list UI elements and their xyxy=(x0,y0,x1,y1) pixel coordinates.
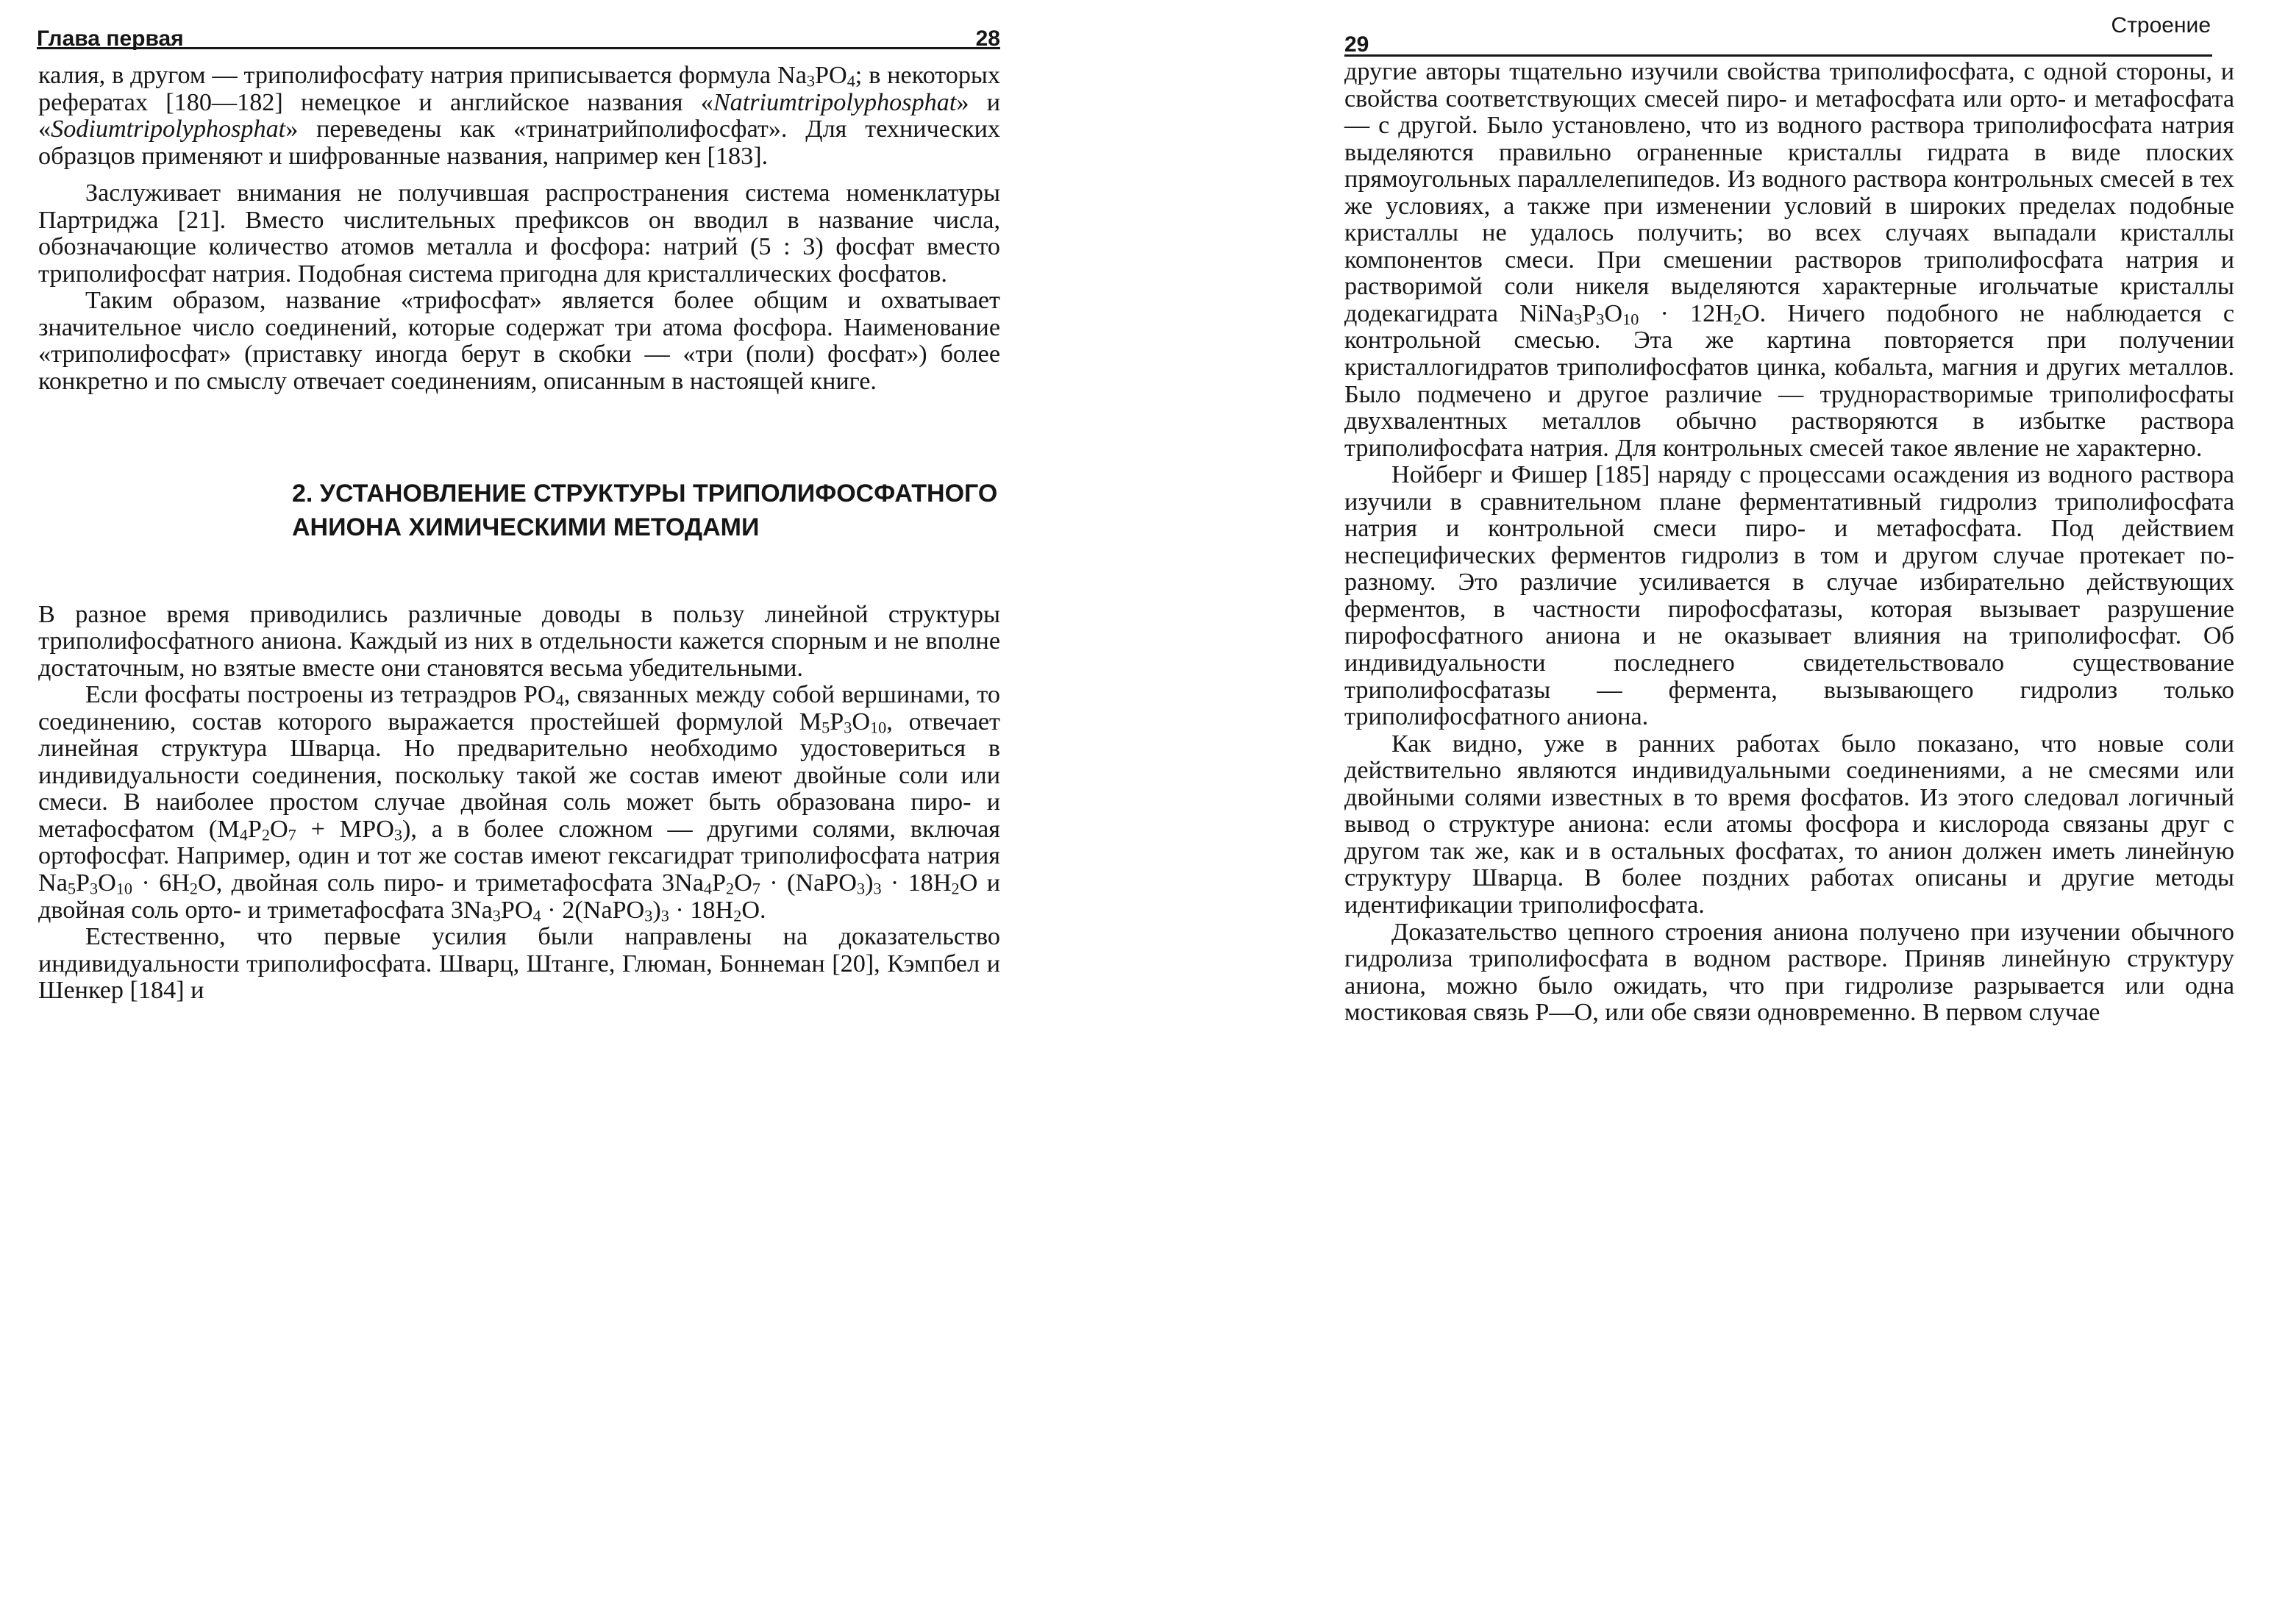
right-page xyxy=(1137,0,2274,1624)
running-title: Глава первая xyxy=(37,26,184,51)
paragraph: Заслуживает внимания не получившая распространения система номенклатуры Партриджа [21]. Вместо числительных префиксов он вводил в название числа, обозначающие количество атомов металла и фосфора: натрий (5 : 3) фосфат вместо триполифосфат натрия. Подобная система пригодна для кристаллических фосфатов. xyxy=(38,179,1000,288)
header-rule xyxy=(37,47,1000,49)
paragraph: В разное время приводились различные доводы в пользу линейной структуры триполифосфатного аниона. Каждый из них в отдельности кажется спорным и не вполне достаточным, но взятые вместе они становятся весьма убедительными. xyxy=(38,600,1000,682)
page-number: 28 xyxy=(975,26,1000,51)
paragraph: Естественно, что первые усилия были направлены на доказательство индивидуальности триполифосфата. Шварц, Штанге, Глюман, Боннеман [20], Кэмпбел и Шенкер [184] и xyxy=(38,923,1000,1005)
text-column xyxy=(38,63,1000,1005)
page-number: 29 xyxy=(1344,32,1369,57)
paragraph: другие авторы тщательно изучили свойства триполифосфата, с одной стороны, и свойства соответствующих смесей пиро- и метафосфата или орто- и метафосфата — с другой. Было установлено, что из водного раствора триполифосфата натрия выделяются правильно ограненные кристаллы гидрата в виде плоских прямоугольных параллелепипедов. Из водного раствора контрольных смесей в тех же условиях, а также при изменении условий в широких пределах подобные кристаллы не удалось получить; во всех случаях выпадали кристаллы компонентов смеси. При смешении растворов триполифосфата натрия и растворимой соли никеля выделяются характерные игольчатые кристаллы додекагидрата $NiNa_3P_3O_{10} \cdot 12H_2O$. Ничего подобного не наблюдается с контрольной смесью. Эта же картина повторяется при получении кристаллогидратов триполифосфатов цинка, кобальта, магния и других металлов. Было подмечено и другое различие — труднорастворимые триполифосфаты двухвалентных металлов обычно растворяются в избытке раствора триполифосфата натрия. Для контрольных смесей такое явление не характерно. xyxy=(1344,58,2235,462)
paragraph: Как видно, уже в ранних работах было показано, что новые соли действительно являются индивидуальными соединениями, а не смесями или двойными солями известных в то время фосфатов. Из этого следовал логичный вывод о структуре аниона: если атомы фосфора и кислорода связаны друг с другом так же, как и в остальных фосфатах, то анион должен иметь линейную структуру Шварца. В более поздних работах описаны и другие методы идентификации триполифосфата. xyxy=(1344,730,2234,919)
paragraph: Таким образом, название «трифосфат» является более общим и охватывает значительное число соединений, которые содержат три атома фосфора. Наименование «триполифосфат» (приставку иногда берут в скобки — «три (поли) фосфат») более конкретно и по смыслу отвечает соединениям, описанным в настоящей книге. xyxy=(38,287,1000,396)
paragraph: Если фосфаты построены из тетраэдров $PO_4$, связанных между собой вершинами, то соединению, состав которого выражается простейшей формулой $M_5P_3O_{10}$, отвечает линейная структура Шварца. Но предварительно необходимо удостовериться в индивидуальности соединения, поскольку такой же состав имеют двойные соли или смеси. В наиболее простом случае двойная соль может быть образована пиро- и метафосфатом $(M_4P_2O_7 + MPO_3)$, а в более сложном — другими солями, включая ортофосфат. Например, один и тот же состав имеют гексагидрат триполифосфата натрия $Na_5P_3O_{10} \cdot 6H_2O$, двойная соль пиро- и триметафосфата $3Na_4P_2O_7$ · $(NaPO_3)_3 \cdot 18H_2O$ и двойная соль орто- и триметафосфата $3Na_3PO_4$ · $2(NaPO_3)_3 \cdot 18H_2O$. xyxy=(38,681,1000,925)
running-title: Строение xyxy=(2111,13,2211,38)
paragraph: Доказательство цепного строения аниона получено при изучении обычного гидролиза триполифосфата в водном растворе. Приняв линейную структуру аниона, можно было ожидать, что при гидролизе разрывается или одна мостиковая связь P—O, или обе связи одновременно. В первом случае xyxy=(1344,918,2234,1027)
paragraph: калия, в другом — триполифосфату натрия приписывается формула $Na_3PO_4$; в некоторых рефератах [180—182] немецкое и английское названия «Natriumtripolyphosphat» и «Sodiumtripolyphosphat» переведены как «тринатрийполифосфат». Для технических образцов применяют и шифрованные названия, например кен [183]. xyxy=(38,62,1000,170)
paragraph: Нойберг и Фишер [185] наряду с процессами осаждения из водного раствора изучили в сравнительном плане ферментативный гидролиз триполифосфата натрия и контрольной смеси пиро- и метафосфата. Под действием неспецифических ферментов гидролиз в том и другом случае протекает по-разному. Это различие усиливается в случае избирательно действующих ферментов, в частности пирофосфатазы, которая вызывает разрушение пирофосфатного аниона и не оказывает влияния на триполифосфат. Об индивидуальности последнего свидетельствовало существование триполифосфатазы — фермента, вызывающего гидролиз только триполифосфатного аниона. xyxy=(1344,461,2234,731)
section-heading: 2. УСТАНОВЛЕНИЕ СТРУКТУРЫ ТРИПОЛИФОСФАТНОГО АНИОНА ХИМИЧЕСКИМИ МЕТОДАМИ xyxy=(292,479,998,541)
text-column xyxy=(1344,59,2234,1027)
header-rule xyxy=(1344,54,2212,57)
